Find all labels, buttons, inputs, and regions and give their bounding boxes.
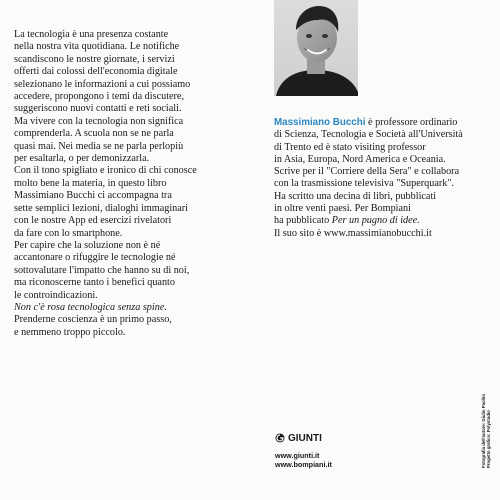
author-site-link[interactable]: www.massimianobucchi.it [323, 227, 432, 239]
description-line: accantonare o rifuggire le tecnologie né [14, 252, 176, 264]
photo-credits [481, 394, 491, 468]
bio-line: Ha scritto una decina di libri, pubblicati [274, 190, 437, 202]
description-line: Per capire che la soluzione non è né [14, 239, 161, 251]
description-line: per esaltarla, o per demonizzarla. [14, 153, 150, 165]
tagline-italic: Non c'è rosa tecnologica senza spine. [14, 301, 167, 313]
bio-line: di Trento ed è stato visiting professor [274, 141, 426, 153]
bio-line: in oltre venti paesi. Per Bompiani [274, 203, 411, 215]
author-name: Massimiano Bucchi [274, 117, 366, 128]
bio-line: di Scienza, Tecnologia e Società all'Università [274, 129, 463, 141]
credit-line: Fotografia dell'autore: Giulio Paolini [481, 394, 486, 468]
description-line: scandiscono le nostre giornate, i servizi [14, 53, 175, 65]
description-line: Con il tono spigliato e ironico di chi conosce [14, 165, 197, 177]
bio-line: Scrive per il "Corriere della Sera" e collabora [274, 166, 460, 178]
description-line: ma riconoscerne tanto i benefici quanto [14, 277, 175, 289]
description-line: sottovalutare l'impatto che hanno su di noi, [14, 264, 190, 276]
publisher-logo [275, 432, 322, 444]
author-photo [274, 0, 358, 96]
bio-first-line [274, 117, 489, 129]
bompiani-website-link[interactable]: www.bompiani.it [275, 460, 332, 469]
closing-line: e nemmeno troppo piccolo. [14, 326, 126, 338]
description-line: Ma vivere con la tecnologia non significa [14, 115, 184, 127]
description-line: molto bene la materia, in questo libro [14, 177, 167, 189]
description-line: con le nostre App ed esercizi rivelatori [14, 215, 172, 227]
description-line: selezionano le informazioni a cui possiamo [14, 78, 191, 90]
author-portrait-icon [274, 0, 358, 96]
description-line: La tecnologia è una presenza costante [14, 29, 169, 40]
description-line: Massimiano Bucchi ci accompagna tra [14, 190, 172, 202]
description-line: accedere, propongono i temi da discutere, [14, 91, 185, 103]
bio-first-line-rest: è professore ordinario [365, 117, 458, 128]
bio-line: con la trasmissione televisiva "Superquark". [274, 178, 455, 190]
book-title: Per un pugno di idee. [331, 215, 420, 227]
description-line: sette semplici lezioni, dialoghi immaginari [14, 202, 188, 214]
publisher-links [275, 451, 332, 469]
giunti-website-link[interactable]: www.giunti.it [275, 451, 320, 460]
giunti-logo-icon [275, 433, 285, 443]
bio-book-line [274, 215, 489, 227]
description-line: nella nostra vita quotidiana. Le notifiche [14, 41, 180, 53]
closing-line: Prenderne coscienza è un primo passo, [14, 314, 172, 326]
book-description [14, 29, 239, 339]
description-line: offerti dai colossi dell'economia digitale [14, 66, 178, 78]
description-line: da fare con lo smartphone. [14, 227, 123, 239]
bio-site-line [274, 228, 489, 240]
credit-line: Progetto grafico: Polystudio [486, 410, 492, 468]
site-prefix: Il suo sito è [274, 227, 324, 239]
description-line: le controindicazioni. [14, 289, 98, 301]
publisher-logo-text: GIUNTI [288, 432, 322, 444]
description-line: comprenderla. A scuola non se ne parla [14, 128, 174, 140]
description-line: suggeriscono nuovi contatti e reti sociali. [14, 103, 182, 115]
book-line-prefix: ha pubblicato [274, 215, 332, 227]
bio-line: in Asia, Europa, Nord America e Oceania. [274, 153, 446, 165]
author-bio [274, 117, 489, 240]
description-line: quasi mai. Nei media se ne parla perlopiù [14, 140, 184, 152]
